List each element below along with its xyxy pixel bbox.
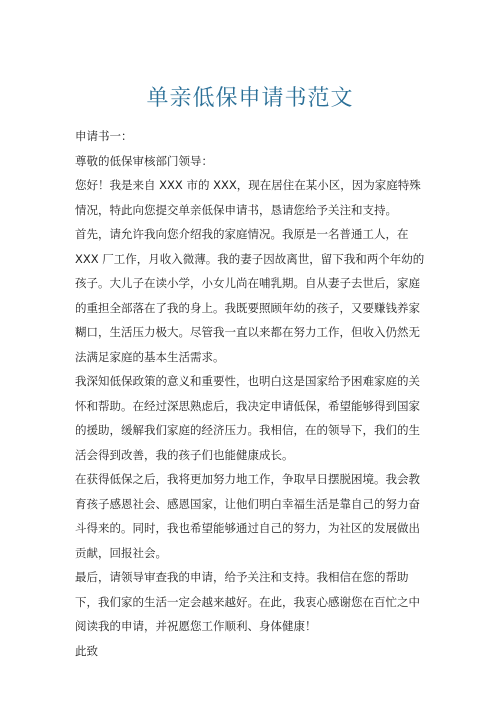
paragraph-commitment: 在获得低保之后，我将更加努力地工作，争取早日摆脱困境。我会教育孩子感恩社会、感恩国家，让他们明白幸福生活是靠自己的努力奋斗得来的。同时，我也希望能够通过自己的努力，为社区的发展做出贡献，回报社会。 [75, 472, 420, 560]
document-body [75, 124, 425, 663]
page-title: 单亲低保申请书范文 [146, 86, 354, 111]
paragraph-family-situation: 首先，请允许我向您介绍我的家庭情况。我原是一名普通工人，在 XXX 厂工作，月收入微薄。我的妻子因故离世，留下我和两个年幼的孩子。大儿子在读小学，小女儿尚在哺乳期。自从妻子去世后，家庭的重担全部落在了我的身上。我既要照顾年幼的孩子，又要赚钱养家糊口，生活压力极大。尽管我一直以来都在努力工作，但收入仍然无法满足家庭的基本生活需求。 [75, 227, 425, 364]
salutation: 尊敬的低保审核部门领导： [75, 153, 213, 168]
section-label: 申请书一： [75, 129, 133, 143]
paragraph-intro: 您好！我是来自 XXX 市的 XXX，现在居住在某小区，因为家庭特殊情况，特此向您提交单亲低保申请书，恳请您给予关注和支持。 [75, 178, 421, 217]
closing-phrase: 此致 [75, 643, 98, 658]
paragraph-policy-understanding: 我深知低保政策的意义和重要性，也明白这是国家给予困难家庭的关怀和帮助。在经过深思熟虑后，我决定申请低保，希望能够得到国家的援助，缓解我们家庭的经济压力。我相信，在的领导下，我们的生活会得到改善，我的孩子们也能健康成长。 [75, 374, 420, 462]
paragraph-closing-request: 最后，请领导审查我的申请，给予关注和支持。我相信在您的帮助下，我们家的生活一定会越来越好。在此，我衷心感谢您在百忙之中阅读我的申请，并祝愿您工作顺利、身体健康！ [75, 570, 420, 633]
